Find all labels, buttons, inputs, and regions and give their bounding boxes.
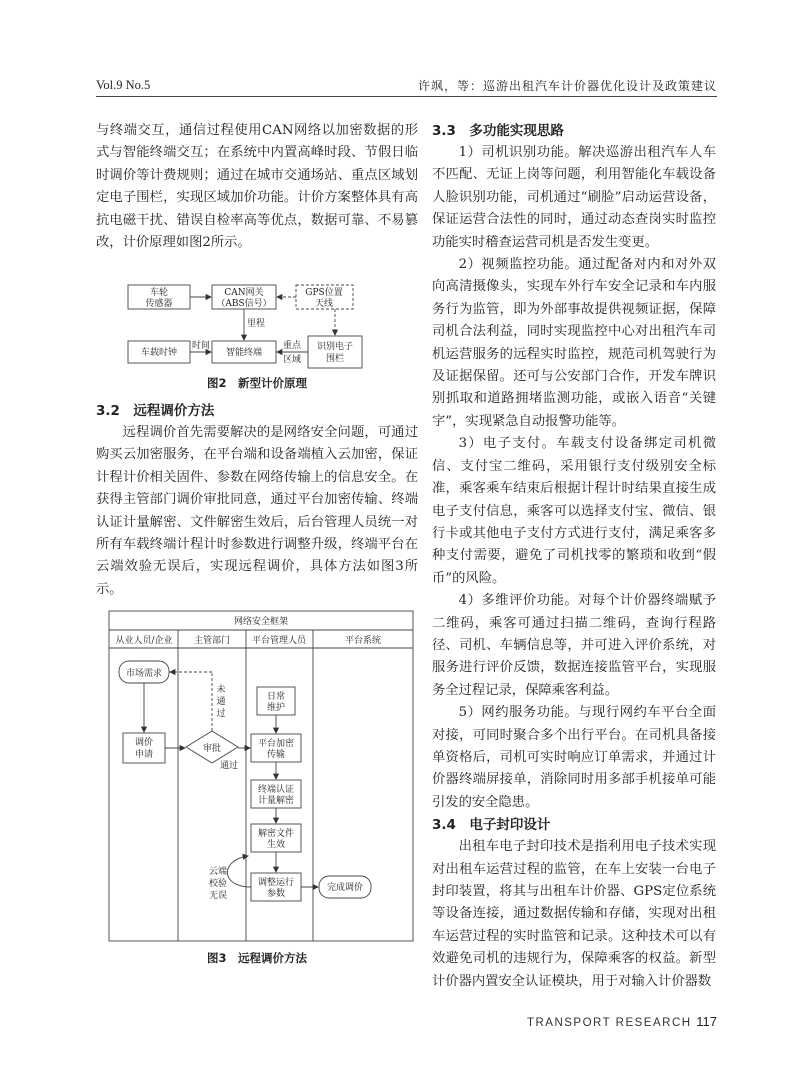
figure-2-diagram <box>96 278 418 374</box>
section-3-2-heading: 3.2 远程调价方法 <box>96 403 215 419</box>
cloud-label-2: 校验 <box>208 879 228 889</box>
maintain-label-2: 维护 <box>266 703 286 713</box>
paragraph-evaluation: 4）多维评价功能。对每个计价器终端赋予二维码，乘客可通过扫描二维码，查询行程路径、司机、车辆信息等，并可进入评价系统，对服务进行评价反馈，数据连接监管平台，实现服务全过程记录，保障乘客利益。 <box>432 593 716 698</box>
auth-label-2: 计量解密 <box>257 796 295 806</box>
key-area-label-2: 区域 <box>282 355 302 365</box>
cloud-label-1: 云端 <box>208 867 228 877</box>
header-rule <box>96 96 717 97</box>
terminal-label: 智能终端 <box>225 348 263 358</box>
key-area-label-1: 重点 <box>282 341 302 351</box>
lane-platform-admin: 平台管理人员 <box>251 636 307 646</box>
page-footer <box>527 1014 717 1029</box>
done-label: 完成调价 <box>326 883 364 893</box>
encrypt-label-2: 传输 <box>266 750 286 760</box>
paragraph-intro: 与终端交互，通信过程使用CAN网络以加密数据的形式与智能终端交互；在系统中内置高峰时段、节假日临时调价等计费规则；通过在城市交通场站、重点区域划定电子围栏，实现区域加价功能。计价方案整体具有高抗电磁干扰、错误自检率高等优点，数据可靠、不易篡改，计价原理如图2所示。 <box>96 123 418 251</box>
paragraph-payment: 3）电子支付。车载支付设备绑定司机微信、支付宝二维码，采用银行支付级别安全标准，乘客乘车结束后根据计程计时结果直接生成电子支付信息，乘客可以选择支付宝、微信、银行卡或其他电子支付方式进行支付，满足乘客多种支付需要，避免了司机找零的繁琐和收到“假币”的风险。 <box>432 436 716 586</box>
figure-3-flowchart <box>108 610 414 942</box>
fence-label-1: 识别电子 <box>316 342 354 352</box>
not-passed-2: 通 <box>216 697 226 707</box>
fence-label-2: 围栏 <box>325 354 345 364</box>
gps-label-2: 天线 <box>314 299 334 309</box>
apply-label-2: 申请 <box>134 750 154 760</box>
figure-2-caption: 图2 新型计价原理 <box>206 376 307 390</box>
footer-journal-name: TRANSPORT RESEARCH <box>526 1017 692 1029</box>
clock-label: 车载时钟 <box>140 348 178 358</box>
paragraph-remote-pricing: 远程调价首先需要解决的是网络安全问题，可通过购买云加密服务，在平台端和设备端植入云加密，保证计程计价相关固件、参数在网络传输上的信息安全。在获得主管部门调价审批同意，通过平台加密传输、终端认证计量解密、文件解密生效后，后台管理人员统一对所有车载终端计程计时参数进行调整升级，终端平台在云端效验无误后，实现远程调价，具体方法如图3所示。 <box>96 425 418 597</box>
section-3-3-heading: 3.3 多功能实现思路 <box>432 123 564 139</box>
figure-3-caption: 图3 远程调价方法 <box>206 951 307 965</box>
paragraph-video: 2）视频监控功能。通过配备对内和对外双向高清摄像头，实现车外行车安全记录和车内服务行为监管，即为外部事故提供视频证据，保障司机合法利益，同时实现监控中心对出租汽车司机运营服务的远程实时监控，规范司机驾驶行为及证据保留。还可与公安部门合作，开发车牌识别抓取和道路拥堵监测功能，或嵌入语音“关键字”，实现紧急自动报警功能等。 <box>432 257 716 429</box>
adjust-label-2: 参数 <box>266 889 286 899</box>
market-need-label: 市场需求 <box>125 669 163 679</box>
decrypt-label-2: 生效 <box>266 840 286 850</box>
encrypt-label-1: 平台加密 <box>257 739 295 749</box>
passed-label: 通过 <box>219 761 239 771</box>
time-label: 时间 <box>191 341 211 351</box>
wheel-label-1: 车轮 <box>149 288 169 298</box>
paragraph-driver-id: 1）司机识别功能。解决巡游出租汽车人车不匹配、无证上岗等问题，利用智能化车载设备人脸识别功能，司机通过“刷脸”启动运营设备，保证运营合法性的同时，通过动态查岗实时监控功能实时稽查运营司机是否发生变更。 <box>432 145 716 250</box>
adjust-label-1: 调整运行 <box>257 878 295 888</box>
running-title: 许飒，等：巡游出租汽车计价器优化设计及政策建议 <box>417 79 717 93</box>
right-column <box>432 120 716 993</box>
journal-volume: Vol.9 No.5 <box>96 78 151 92</box>
lane-platform-system: 平台系统 <box>344 636 382 646</box>
gps-label-1: GPS位置 <box>305 288 343 298</box>
apply-label-1: 调价 <box>134 738 154 748</box>
lane-authority: 主管部门 <box>193 636 231 646</box>
mileage-label: 里程 <box>246 319 266 329</box>
page-number: 117 <box>696 1014 717 1029</box>
auth-label-1: 终端认证 <box>257 785 295 795</box>
lane-practitioners: 从业人员/企业 <box>115 636 173 646</box>
paragraph-ride-hailing: 5）网约服务功能。与现行网约车平台全面对接，可同时聚合多个出行平台。在司机具备接单资格后，司机可实时响应订单需求，并通过计价器终端屏接单，消除同时用多部手机接单可能引发的安全隐患。 <box>432 705 716 810</box>
left-column-top <box>96 120 418 254</box>
wheel-label-2: 传感器 <box>145 299 173 309</box>
decrypt-label-1: 解密文件 <box>257 829 295 839</box>
maintain-label-1: 日常 <box>266 692 286 702</box>
not-passed-1: 未 <box>216 685 226 695</box>
not-passed-3: 过 <box>216 709 226 719</box>
left-column-bottom <box>96 400 418 601</box>
can-label-2: （ABS信号） <box>216 299 272 309</box>
can-label-1: CAN网关 <box>224 288 264 298</box>
section-3-4-heading: 3.4 电子封印设计 <box>432 817 551 834</box>
approve-label: 审批 <box>202 744 222 754</box>
framework-frame <box>109 611 413 941</box>
framework-title: 网络安全框架 <box>233 617 289 627</box>
cloud-label-3: 无误 <box>208 891 228 901</box>
paragraph-e-seal: 出租车电子封印技术是指利用电子技术实现对出租车运营过程的监管，在车上安装一台电子封印装置，将其与出租车计价器、GPS定位系统等设备连接，通过数据传输和存储，实现对出租车运营过程的实时监管和记录。这种技术可以有效避免司机的违规行为，保障乘客的权益。新型计价器内置安全认证模块，用于对输入计价器数 <box>432 839 716 989</box>
